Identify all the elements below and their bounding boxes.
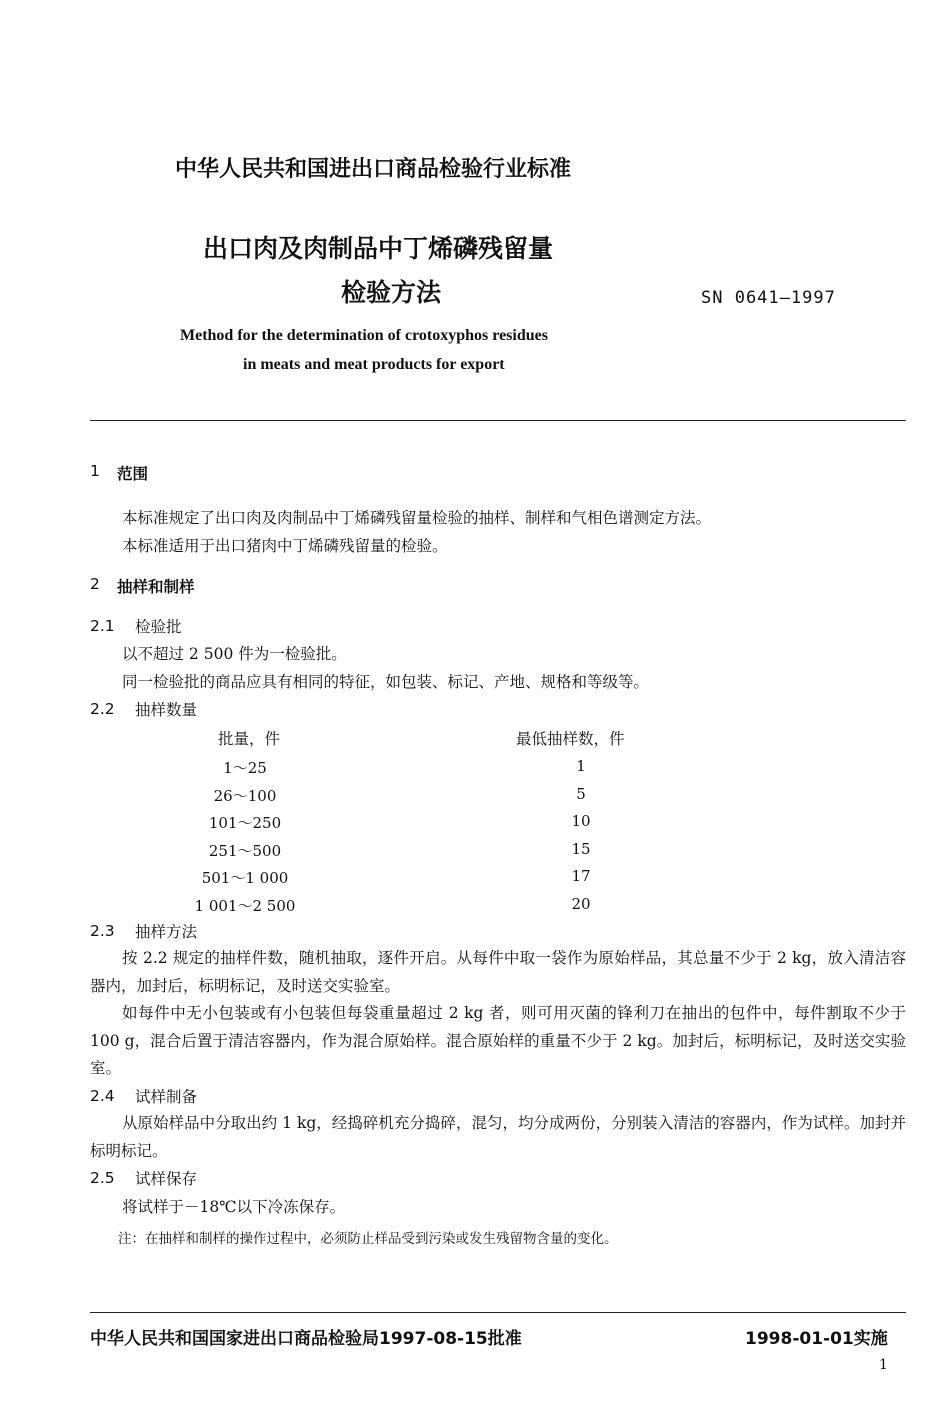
section-2-1-number: 2.1 xyxy=(90,617,115,635)
english-title-line1: Method for the determination of crotoxyphos residues xyxy=(180,327,548,344)
table-cell-samples: 5 xyxy=(576,785,586,803)
section-2-5-paragraph: 将试样于－18℃以下冷冻保存。 xyxy=(122,1198,346,1216)
standard-number: SN 0641—1997 xyxy=(701,288,836,308)
section-2-3-number: 2.3 xyxy=(90,922,115,940)
english-title-line2: in meats and meat products for export xyxy=(243,356,505,373)
section-2-5-number: 2.5 xyxy=(90,1169,115,1187)
section-1-paragraph: 本标准规定了出口肉及肉制品中丁烯磷残留量检验的抽样、制样和气相色谱测定方法。 xyxy=(122,509,712,527)
section-1-paragraph: 本标准适用于出口猪肉中丁烯磷残留量的检验。 xyxy=(122,537,448,555)
section-2-4-paragraph: 从原始样品中分取出约 1 kg，经捣碎机充分捣碎，混匀，均分成两份，分别装入清洁的容器内，作为试样。加封并标明标记。 xyxy=(90,1114,906,1160)
section-2-5-title: 试样保存 xyxy=(135,1170,198,1188)
document-title-line1: 出口肉及肉制品中丁烯磷残留量 xyxy=(203,234,554,263)
section-2-number: 2 xyxy=(90,575,100,593)
header-divider xyxy=(90,420,906,421)
table-cell-batch: 101～250 xyxy=(208,814,282,832)
page-number: 1 xyxy=(879,1357,888,1373)
table-cell-batch: 1 001～2 500 xyxy=(194,897,296,915)
section-2-3-paragraph: 按 2.2 规定的抽样件数，随机抽取，逐件开启。从每件中取一袋作为原始样品，其总量不少于 2 kg，放入清洁容器内，加封后，标明标记，及时送交实验室。 xyxy=(90,949,906,995)
effective-date: 1998-01-01实施 xyxy=(745,1329,888,1349)
section-1-title: 范围 xyxy=(117,465,149,483)
table-cell-batch: 26～100 xyxy=(213,787,277,805)
section-2-1-title: 检验批 xyxy=(135,618,182,636)
table-cell-samples: 10 xyxy=(571,812,591,830)
section-2-1-paragraph: 同一检验批的商品应具有相同的特征，如包装、标记、产地、规格和等级等。 xyxy=(122,673,650,691)
document-title-line2: 检验方法 xyxy=(341,278,442,307)
section-2-2-title: 抽样数量 xyxy=(135,701,198,719)
table-cell-batch: 251～500 xyxy=(208,842,282,860)
section-2-4-number: 2.4 xyxy=(90,1087,115,1105)
section-2-4-title: 试样制备 xyxy=(135,1088,198,1106)
section-2-1-paragraph: 以不超过 2 500 件为一检验批。 xyxy=(122,645,347,663)
section-2-5-note: 注：在抽样和制样的操作过程中，必须防止样品受到污染或发生残留物含量的变化。 xyxy=(118,1231,618,1247)
section-2-3-paragraph: 如每件中无小包装或有小包装但每袋重量超过 2 kg 者，则可用灭菌的锋利刀在抽出的包件中，每件割取不少于 100 g，混合后置于清洁容器内，作为混合原始样。混合原始样的重量不少于 2 kg。加封后，标明标记，及时送交实验室。 xyxy=(90,1004,906,1077)
table-cell-batch: 501～1 000 xyxy=(201,869,289,887)
section-2-title: 抽样和制样 xyxy=(117,578,195,596)
table-header-batch: 批量，件 xyxy=(218,730,281,748)
table-cell-samples: 17 xyxy=(571,867,591,885)
standard-organization: 中华人民共和国进出口商品检验行业标准 xyxy=(175,157,572,182)
section-2-2-number: 2.2 xyxy=(90,700,115,718)
section-1-number: 1 xyxy=(90,462,100,480)
approval-line: 中华人民共和国国家进出口商品检验局1997-08-15批准 xyxy=(90,1329,522,1349)
footer-divider xyxy=(90,1312,906,1313)
section-2-3-title: 抽样方法 xyxy=(135,923,198,941)
table-header-min-samples: 最低抽样数，件 xyxy=(516,730,625,748)
table-cell-batch: 1～25 xyxy=(223,759,267,777)
table-cell-samples: 20 xyxy=(571,895,591,913)
table-cell-samples: 15 xyxy=(571,840,591,858)
table-cell-samples: 1 xyxy=(576,757,586,775)
